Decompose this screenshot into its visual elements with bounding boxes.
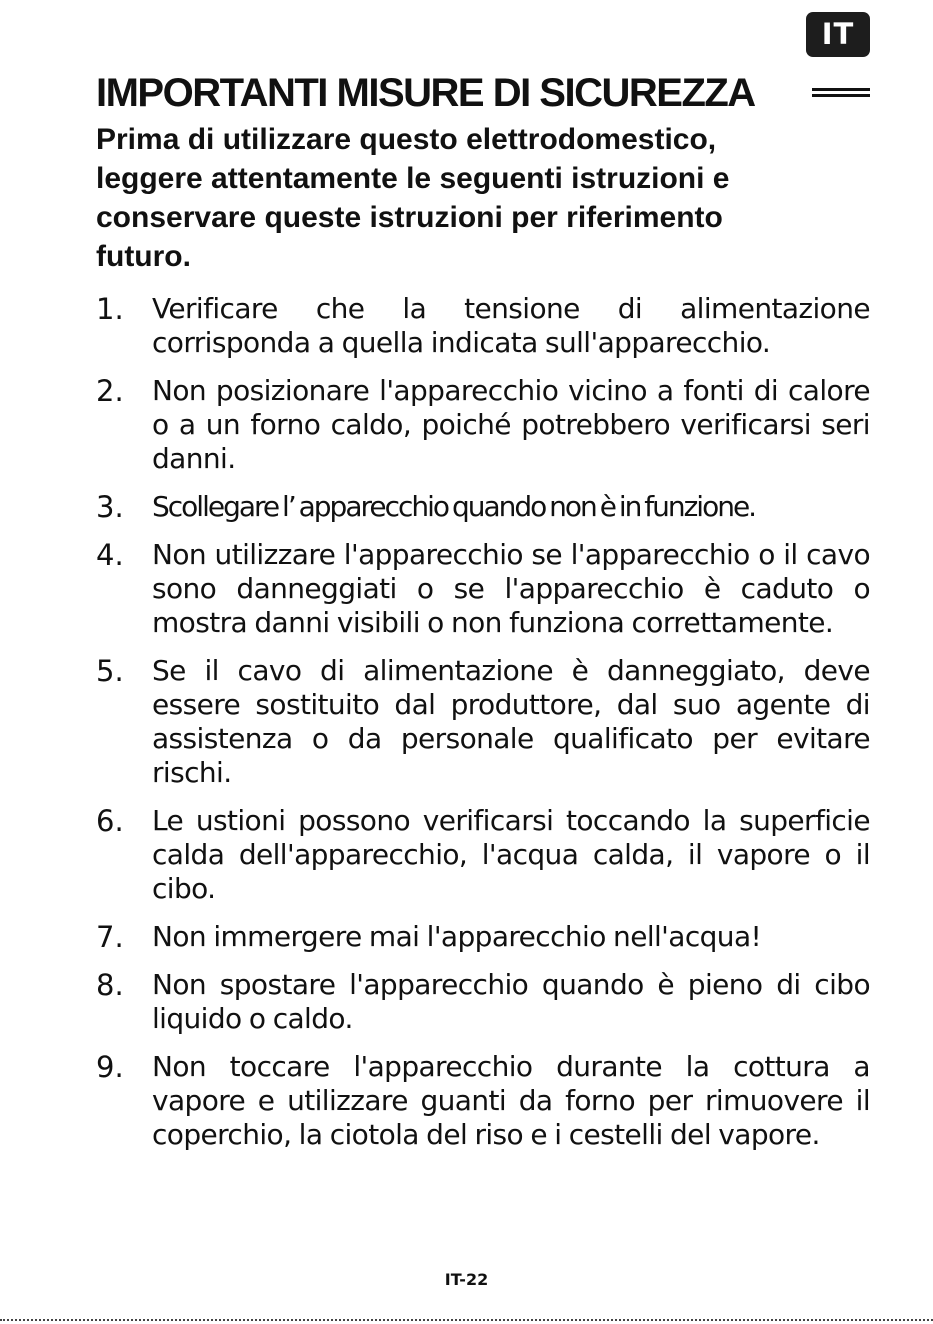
item-number: 6.	[96, 804, 124, 838]
list-item	[96, 292, 870, 360]
item-number: 2.	[96, 374, 124, 408]
list-item	[96, 374, 870, 476]
item-text: Le ustioni possono verificarsi toccando la superficie calda dell'apparecchio, l'acqua calda, il vapore o il cibo.	[152, 804, 870, 905]
list-item	[96, 804, 870, 906]
item-text: Verificare che la tensione di alimentazione corrisponda a quella indicata sull'apparecchio.	[152, 292, 870, 359]
list-item	[96, 654, 870, 790]
item-text: Scollegare l’ apparecchio quando non è in funzione.	[152, 490, 756, 523]
title-row	[96, 68, 870, 118]
item-number: 4.	[96, 538, 124, 572]
title-double-rule	[812, 88, 870, 101]
list-item	[96, 920, 870, 954]
page-title: IMPORTANTI MISURE DI SICUREZZA	[96, 71, 755, 115]
item-text: Non posizionare l'apparecchio vicino a fonti di calore o a un forno caldo, poiché potrebbero verificarsi seri danni.	[152, 374, 870, 475]
item-number: 1.	[96, 292, 124, 326]
intro-paragraph	[96, 120, 876, 276]
list-item	[96, 1050, 870, 1152]
safety-instructions-list	[96, 292, 870, 1166]
list-item	[96, 490, 870, 524]
item-number: 8.	[96, 968, 124, 1002]
item-text: Non spostare l'apparecchio quando è pieno di cibo liquido o caldo.	[152, 968, 870, 1035]
item-text: Non toccare l'apparecchio durante la cottura a vapore e utilizzare guanti da forno per rimuovere il coperchio, la ciotola del riso e i cestelli del vapore.	[152, 1050, 870, 1151]
item-number: 9.	[96, 1050, 124, 1084]
item-number: 3.	[96, 490, 124, 524]
item-number: 7.	[96, 920, 124, 954]
item-number: 5.	[96, 654, 124, 688]
list-item	[96, 968, 870, 1036]
intro-line: Prima di utilizzare questo elettrodomestico,	[96, 123, 717, 156]
intro-line: futuro.	[96, 240, 191, 273]
item-text: Non immergere mai l'apparecchio nell'acqua!	[152, 920, 762, 953]
item-text: Non utilizzare l'apparecchio se l'apparecchio o il cavo sono danneggiati o se l'apparecchio è caduto o mostra danni visibili o non funziona correttamente.	[152, 538, 870, 639]
page-number: IT-22	[444, 1270, 489, 1289]
item-text: Se il cavo di alimentazione è danneggiato, deve essere sostituito dal produttore, dal suo agente di assistenza o da personale qualificato per evitare rischi.	[152, 654, 870, 789]
intro-line: leggere attentamente le seguenti istruzioni e	[96, 162, 730, 195]
intro-line: conservare queste istruzioni per riferimento	[96, 201, 723, 234]
bottom-dotted-rule	[0, 1319, 933, 1321]
language-badge: IT	[806, 12, 870, 57]
list-item	[96, 538, 870, 640]
